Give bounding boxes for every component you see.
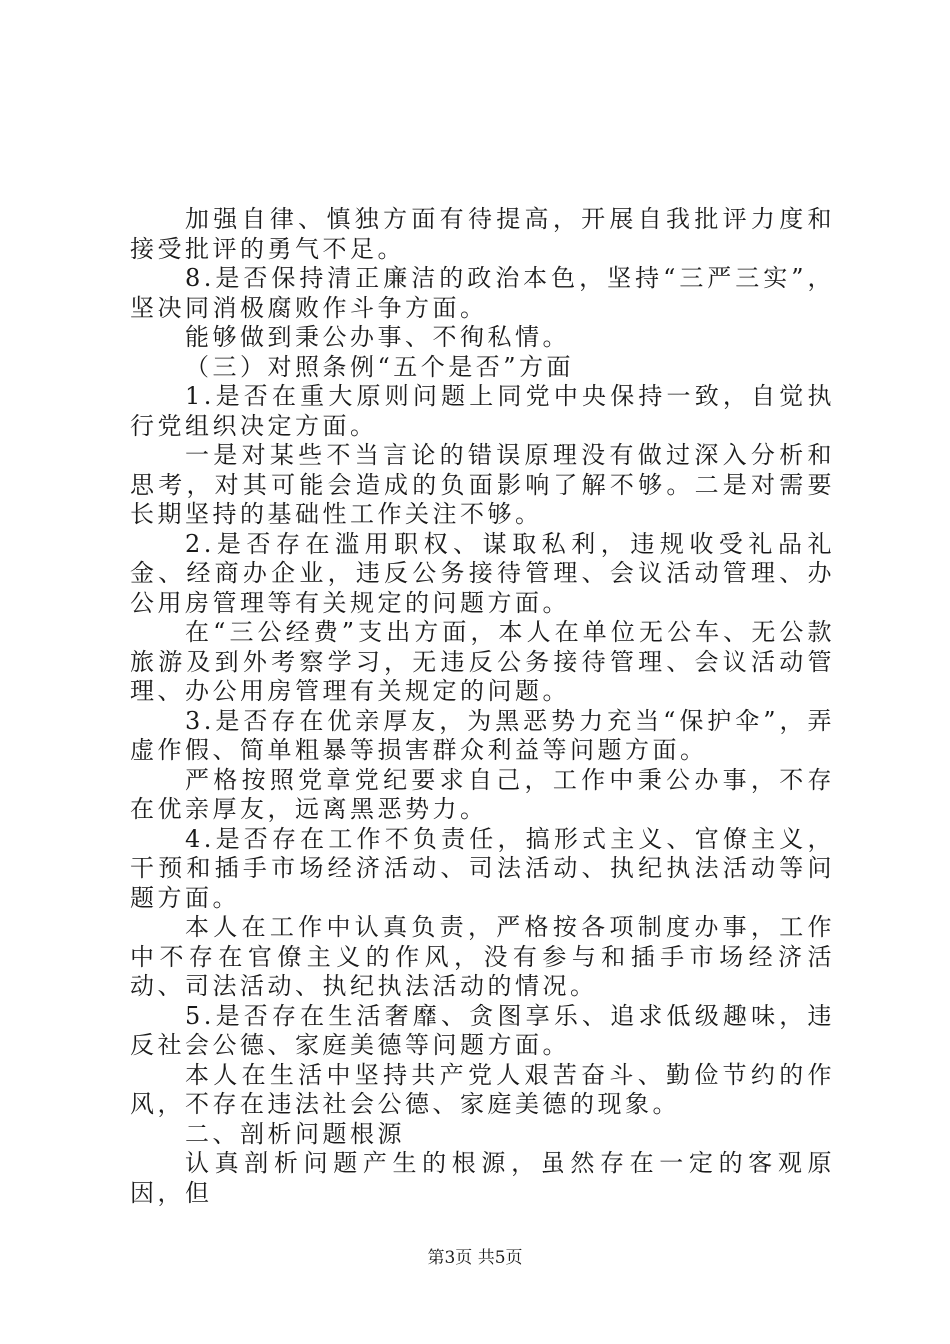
paragraph: 4.是否存在工作不负责任，搞形式主义、官僚主义，干预和插手市场经济活动、司法活动、执纪执法活动等问题方面。 (130, 824, 835, 912)
paragraph: 能够做到秉公办事、不徇私情。 (185, 323, 570, 351)
paragraph: 认真剖析问题产生的根源，虽然存在一定的客观原因，但 (130, 1149, 835, 1207)
paragraph: 一是对某些不当言论的错误原理没有做过深入分析和思考，对其可能会造成的负面影响了解不够。二是对需要长期坚持的基础性工作关注不够。 (130, 441, 835, 528)
document-body (130, 205, 835, 1208)
paragraph: 2.是否存在滥用职权、谋取私利，违规收受礼品礼金、经商办企业，违反公务接待管理、会议活动管理、办公用房管理等有关规定的问题方面。 (130, 529, 835, 617)
paragraph: 3.是否存在优亲厚友，为黑恶势力充当“保护伞”，弄虚作假、简单粗暴等损害群众利益等问题方面。 (130, 706, 835, 764)
paragraph: 1.是否在重大原则问题上同党中央保持一致，自觉执行党组织决定方面。 (130, 382, 835, 440)
paragraph: 在“三公经费”支出方面，本人在单位无公车、无公款旅游及到外考察学习，无违反公务接待管理、会议活动管理、办公用房管理有关规定的问题。 (130, 618, 835, 705)
page-footer: 第3页 共5页 (427, 1248, 523, 1268)
paragraph: 5.是否存在生活奢靡、贪图享乐、追求低级趣味，违反社会公德、家庭美德等问题方面。 (130, 1001, 835, 1059)
paragraph: 本人在生活中坚持共产党人艰苦奋斗、勤俭节约的作风，不存在违法社会公德、家庭美德的现象。 (130, 1060, 835, 1118)
section-heading: （三）对照条例“五个是否”方面 (185, 352, 575, 381)
paragraph: 8.是否保持清正廉洁的政治本色，坚持“三严三实”，坚决同消极腐败作斗争方面。 (130, 264, 835, 322)
paragraph: 加强自律、慎独方面有待提高，开展自我批评力度和接受批评的勇气不足。 (130, 205, 835, 263)
paragraph: 本人在工作中认真负责，严格按各项制度办事，工作中不存在官僚主义的作风，没有参与和插手市场经济活动、司法活动、执纪执法活动的情况。 (130, 913, 835, 1000)
paragraph: 严格按照党章党纪要求自己，工作中秉公办事，不存在优亲厚友，远离黑恶势力。 (130, 765, 835, 823)
section-heading: 二、剖析问题根源 (185, 1119, 405, 1148)
